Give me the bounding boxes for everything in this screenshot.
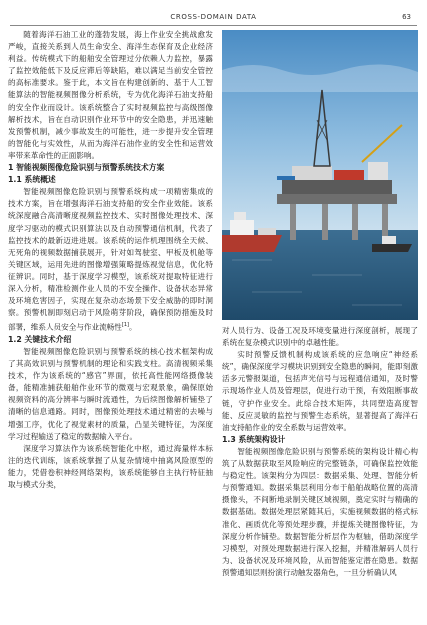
- section-heading-1: 1 智能视频图像危险识别与预警系统技术方案: [8, 163, 165, 173]
- left-column: [8, 29, 213, 491]
- section-heading-1-1: 1.1 系统概述: [8, 175, 56, 185]
- paragraph-1-1-text: 智能视频图像危险识别与预警系统构成一项精密集成的技术方案，旨在增强海洋石油支持船的安全作业效能。该系统深度融合高清晰度视频监控技术、实时图像处理技术、深度学习驱动的模式识别算法以及自动预警通信机制，代表了监控技术的最新迈进进展。该系统的运作机理围绕全天候、无死角的视频数据捕获展开，针对如驾驶室、甲板及机舱等关键区域，运用先进的图像增强策略提炼视觉信息，优化特征辨识。同时，基于深度学习模型，该系统对提取特征进行深入分析，精准检测作业人员的不安全操作、设备状态异常及环境危害因子，实现在复杂动态场景下安全威胁的即时洞察。预警机制即刻启动于风险萌芽阶段，确保预防措施及时部署，维系人员安全与作业流畅性: [8, 187, 213, 332]
- paragraph-1-2a: 智能视频图像危险识别与预警系统的核心技术框架构成了其高效识别与预警机制的理论和实践支柱。高清视频采集技术，作为该系统的“感官”界面，依托高性能网络摄像装备，能精准捕获船舶作业环节的微观与宏观景象，确保原始视频资料的高分辨率与瞬时流通性，为后续图像解析铺垫了清晰的信息通路。同时，图像预处理技术通过精密的去噪与增强工序，优化了视觉素材的质量，凸显关键特征，为深度学习过程输送了稳定的数据输入平台。: [8, 346, 213, 441]
- paragraph-alert-mechanism: 实时预警反馈机制构成该系统的应急响应“神经系统”，确保深度学习模块识别到安全隐患的瞬间，能即刻激活多元警报渠道，包括声光信号与远程通信通知，及时警示现场作业人员及管理层，促进行动干预，有效阻断事故链，守护作业安全。此综合技术矩阵，共同塑造高度智能、反应灵敏的监控与预警生态系统，显著提高了海洋石油支持船作业的安全系数与运营效率。: [222, 350, 418, 432]
- page-number: 63: [402, 13, 411, 21]
- journal-title: CROSS-DOMAIN DATA: [170, 13, 257, 21]
- citation-ref: [1]: [121, 322, 129, 329]
- section-heading-1-3: 1.3 系统架构设计: [222, 434, 286, 444]
- intro-paragraph: 随着海洋石油工业的蓬勃发展，海上作业安全挑战愈发严峻，直接关系到人员生命安全、海洋生态保育及企业经济利益。传统模式下的船舶安全管理过分依赖人力监控，暴露了监控效能低下及反应滞后等缺陷，难以满足当前安全管控的高标准要求。鉴于此，本文旨在构建创新的、基于人工智能算法的智能视频图像分析系统，专为优化海洋石油支持船的安全作业而设计。该系统整合了实时视频监控与高级图像解析技术，旨在自动识别作业环节中的安全隐患，并迅速触发预警机制，减少事故发生的可能性，进一步提升安全管理的智能化与实效性，从而为海洋石油作业的安全性和运营效率带来革命性的正面影响。: [8, 30, 213, 160]
- header-rule: [10, 25, 417, 26]
- paragraph-1-1-end: 。: [129, 322, 137, 332]
- paragraph-1-2b: 深度学习算法作为该系统智能化中枢，通过海量样本标注的迭代训练，该系统掌握了从复杂情境中抽离风险原型的能力，凭借卷积神经网络架构，该系统能够自主执行特征抽取与模式分类，: [8, 443, 213, 489]
- offshore-platform-photo: [222, 30, 418, 320]
- right-column: [222, 325, 418, 579]
- paragraph-1-1: [8, 186, 213, 334]
- paragraph-continued: 对人员行为、设备工况及环境变量进行深度剖析，展现了系统在复杂模式识别中的卓越性能。: [222, 326, 418, 348]
- running-header: [0, 8, 427, 26]
- paragraph-1-3: 智能视频图像危险识别与预警系统的架构设计精心构筑了从数据获取至风险响应的完整链条，可确保监控效能与稳定性。该架构分为四层：数据采集、处理、智能分析与预警通知。数据采集层利用分布于船舶战略位置的高清摄像头，不间断地录制关键区域视频，奠定实时与精确的数据基础。数据处理层紧随其后，实施视频数据的格式标准化、画质优化等预处理步骤，并提炼关键图像特征，为深度分析作铺垫。数据智能分析层作为枢轴，借助深度学习模型，对预处理数据进行深入挖掘，并精准解码人员行为、设备状况及环境风险，从而智能鉴定潜在隐患。数据预警通知层则扮演行动触发器角色，一旦分析确认风: [222, 446, 418, 577]
- section-heading-1-2: 1.2 关键技术介绍: [8, 334, 72, 344]
- offshore-platform-illustration: [222, 30, 418, 320]
